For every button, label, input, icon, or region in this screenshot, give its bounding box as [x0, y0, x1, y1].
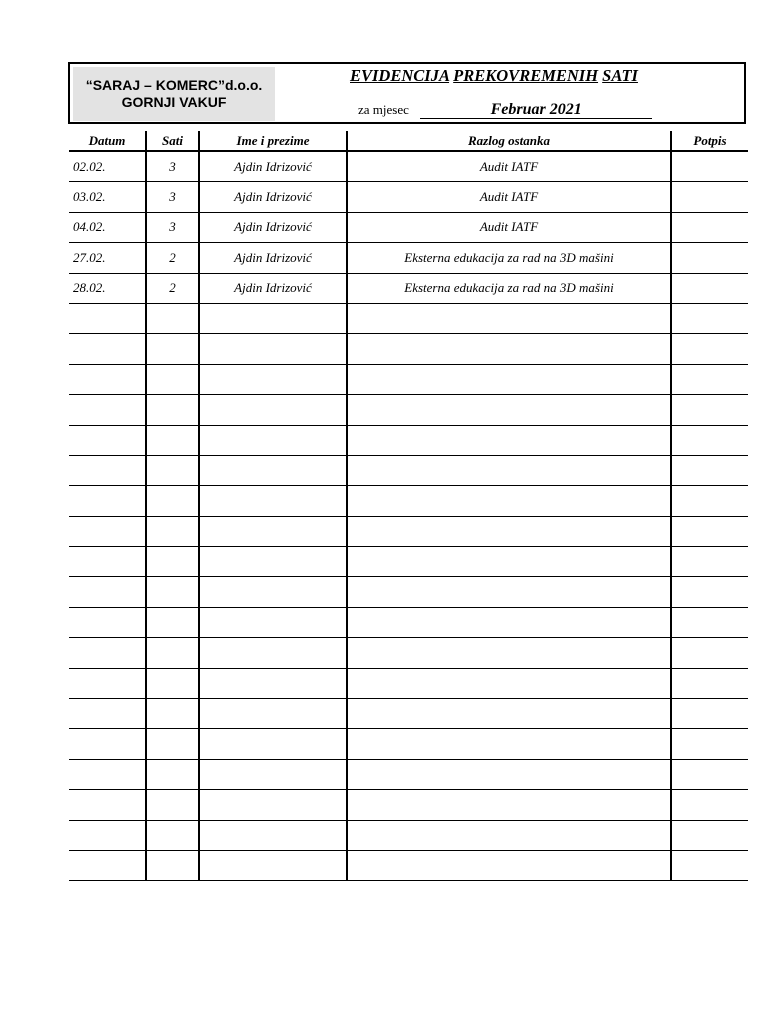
empty-cell-razlog	[347, 699, 671, 729]
empty-cell-datum	[69, 729, 146, 759]
empty-cell-potpis	[671, 425, 748, 455]
empty-cell-potpis	[671, 516, 748, 546]
document-title	[350, 66, 638, 86]
column-header-ime: Ime i prezime	[199, 131, 347, 151]
empty-table-row	[69, 395, 748, 425]
empty-cell-datum	[69, 850, 146, 880]
company-location: GORNJI VAKUF	[121, 94, 227, 110]
empty-cell-razlog	[347, 334, 671, 364]
header-box	[68, 62, 746, 124]
empty-cell-datum	[69, 486, 146, 516]
cell-datum: 03.02.	[69, 182, 146, 212]
empty-cell-sati	[146, 729, 199, 759]
empty-cell-sati	[146, 334, 199, 364]
empty-table-row	[69, 668, 748, 698]
empty-cell-sati	[146, 638, 199, 668]
cell-sati: 3	[146, 212, 199, 242]
empty-cell-razlog	[347, 729, 671, 759]
empty-table-row	[69, 547, 748, 577]
empty-cell-potpis	[671, 668, 748, 698]
empty-table-row	[69, 425, 748, 455]
cell-sati: 3	[146, 151, 199, 182]
empty-cell-datum	[69, 334, 146, 364]
column-header-razlog: Razlog ostanka	[347, 131, 671, 151]
empty-cell-sati	[146, 668, 199, 698]
month-label: za mjesec	[358, 102, 409, 117]
empty-table-row	[69, 850, 748, 880]
empty-cell-sati	[146, 547, 199, 577]
empty-cell-ime	[199, 364, 347, 394]
empty-table-row	[69, 699, 748, 729]
empty-table-row	[69, 455, 748, 485]
empty-cell-sati	[146, 303, 199, 333]
empty-cell-ime	[199, 729, 347, 759]
company-name-block	[73, 67, 275, 121]
empty-cell-datum	[69, 425, 146, 455]
empty-table-row	[69, 790, 748, 820]
cell-ime: Ajdin Idrizović	[199, 212, 347, 242]
cell-sati: 2	[146, 243, 199, 273]
empty-cell-ime	[199, 820, 347, 850]
column-header-potpis: Potpis	[671, 131, 748, 151]
title-word-2: PREKOVREMENIH	[453, 66, 599, 85]
empty-table-row	[69, 334, 748, 364]
empty-cell-razlog	[347, 455, 671, 485]
empty-cell-datum	[69, 303, 146, 333]
empty-cell-datum	[69, 516, 146, 546]
empty-cell-sati	[146, 850, 199, 880]
empty-cell-razlog	[347, 364, 671, 394]
cell-potpis	[671, 243, 748, 273]
cell-razlog: Eksterna edukacija za rad na 3D mašini	[347, 243, 671, 273]
empty-cell-potpis	[671, 820, 748, 850]
cell-potpis	[671, 151, 748, 182]
column-header-datum: Datum	[69, 131, 146, 151]
cell-sati: 2	[146, 273, 199, 303]
column-header-sati: Sati	[146, 131, 199, 151]
cell-ime: Ajdin Idrizović	[199, 243, 347, 273]
empty-cell-sati	[146, 820, 199, 850]
empty-cell-ime	[199, 395, 347, 425]
cell-ime: Ajdin Idrizović	[199, 273, 347, 303]
empty-table-row	[69, 364, 748, 394]
empty-cell-ime	[199, 516, 347, 546]
empty-cell-razlog	[347, 547, 671, 577]
empty-cell-razlog	[347, 516, 671, 546]
empty-cell-potpis	[671, 455, 748, 485]
empty-cell-sati	[146, 455, 199, 485]
empty-cell-razlog	[347, 303, 671, 333]
empty-table-row	[69, 516, 748, 546]
empty-cell-ime	[199, 547, 347, 577]
empty-cell-datum	[69, 364, 146, 394]
empty-cell-sati	[146, 790, 199, 820]
empty-cell-potpis	[671, 334, 748, 364]
empty-cell-ime	[199, 577, 347, 607]
empty-table-row	[69, 607, 748, 637]
cell-datum: 28.02.	[69, 273, 146, 303]
empty-cell-ime	[199, 334, 347, 364]
empty-cell-razlog	[347, 790, 671, 820]
month-value: Februar 2021	[420, 102, 652, 119]
empty-cell-sati	[146, 395, 199, 425]
empty-cell-sati	[146, 486, 199, 516]
empty-cell-razlog	[347, 486, 671, 516]
empty-cell-ime	[199, 790, 347, 820]
cell-datum: 04.02.	[69, 212, 146, 242]
cell-potpis	[671, 273, 748, 303]
empty-cell-potpis	[671, 850, 748, 880]
empty-cell-potpis	[671, 759, 748, 789]
empty-cell-potpis	[671, 303, 748, 333]
table-header-row	[69, 131, 748, 151]
empty-cell-ime	[199, 486, 347, 516]
empty-cell-razlog	[347, 425, 671, 455]
empty-cell-ime	[199, 425, 347, 455]
empty-cell-razlog	[347, 638, 671, 668]
empty-cell-potpis	[671, 547, 748, 577]
empty-cell-potpis	[671, 638, 748, 668]
company-name: “SARAJ – KOMERC”d.o.o.	[85, 77, 263, 93]
month-row	[358, 102, 652, 119]
empty-cell-sati	[146, 364, 199, 394]
empty-table-row	[69, 759, 748, 789]
empty-cell-potpis	[671, 729, 748, 759]
cell-potpis	[671, 212, 748, 242]
empty-cell-sati	[146, 759, 199, 789]
empty-cell-datum	[69, 668, 146, 698]
empty-cell-datum	[69, 759, 146, 789]
empty-cell-ime	[199, 303, 347, 333]
empty-cell-sati	[146, 425, 199, 455]
empty-cell-potpis	[671, 607, 748, 637]
cell-ime: Ajdin Idrizović	[199, 151, 347, 182]
empty-cell-sati	[146, 607, 199, 637]
table-body	[69, 151, 748, 881]
empty-cell-razlog	[347, 607, 671, 637]
empty-cell-datum	[69, 607, 146, 637]
empty-cell-razlog	[347, 668, 671, 698]
cell-razlog: Audit IATF	[347, 151, 671, 182]
empty-cell-datum	[69, 455, 146, 485]
empty-cell-sati	[146, 577, 199, 607]
cell-sati: 3	[146, 182, 199, 212]
empty-cell-datum	[69, 790, 146, 820]
empty-cell-datum	[69, 395, 146, 425]
empty-cell-razlog	[347, 759, 671, 789]
table-row	[69, 151, 748, 182]
empty-cell-ime	[199, 607, 347, 637]
empty-cell-datum	[69, 820, 146, 850]
empty-table-row	[69, 486, 748, 516]
table-row	[69, 273, 748, 303]
overtime-table	[69, 131, 748, 881]
cell-razlog: Audit IATF	[347, 212, 671, 242]
empty-cell-ime	[199, 759, 347, 789]
cell-ime: Ajdin Idrizović	[199, 182, 347, 212]
title-word-3: SATI	[602, 66, 638, 85]
empty-cell-ime	[199, 455, 347, 485]
empty-table-row	[69, 577, 748, 607]
empty-cell-razlog	[347, 850, 671, 880]
empty-cell-razlog	[347, 577, 671, 607]
empty-cell-ime	[199, 668, 347, 698]
empty-table-row	[69, 729, 748, 759]
title-word-1: EVIDENCIJA	[350, 66, 450, 85]
empty-cell-potpis	[671, 486, 748, 516]
cell-datum: 02.02.	[69, 151, 146, 182]
empty-cell-sati	[146, 699, 199, 729]
empty-cell-potpis	[671, 790, 748, 820]
empty-cell-razlog	[347, 820, 671, 850]
empty-cell-ime	[199, 638, 347, 668]
empty-cell-datum	[69, 638, 146, 668]
table-row	[69, 212, 748, 242]
empty-cell-potpis	[671, 577, 748, 607]
empty-cell-sati	[146, 516, 199, 546]
cell-razlog: Eksterna edukacija za rad na 3D mašini	[347, 273, 671, 303]
empty-cell-razlog	[347, 395, 671, 425]
empty-cell-potpis	[671, 395, 748, 425]
cell-datum: 27.02.	[69, 243, 146, 273]
empty-table-row	[69, 638, 748, 668]
empty-cell-potpis	[671, 699, 748, 729]
cell-potpis	[671, 182, 748, 212]
empty-cell-datum	[69, 547, 146, 577]
cell-razlog: Audit IATF	[347, 182, 671, 212]
empty-cell-datum	[69, 577, 146, 607]
empty-table-row	[69, 303, 748, 333]
empty-cell-ime	[199, 850, 347, 880]
empty-cell-datum	[69, 699, 146, 729]
empty-table-row	[69, 820, 748, 850]
empty-cell-ime	[199, 699, 347, 729]
table-row	[69, 182, 748, 212]
table-row	[69, 243, 748, 273]
empty-cell-potpis	[671, 364, 748, 394]
